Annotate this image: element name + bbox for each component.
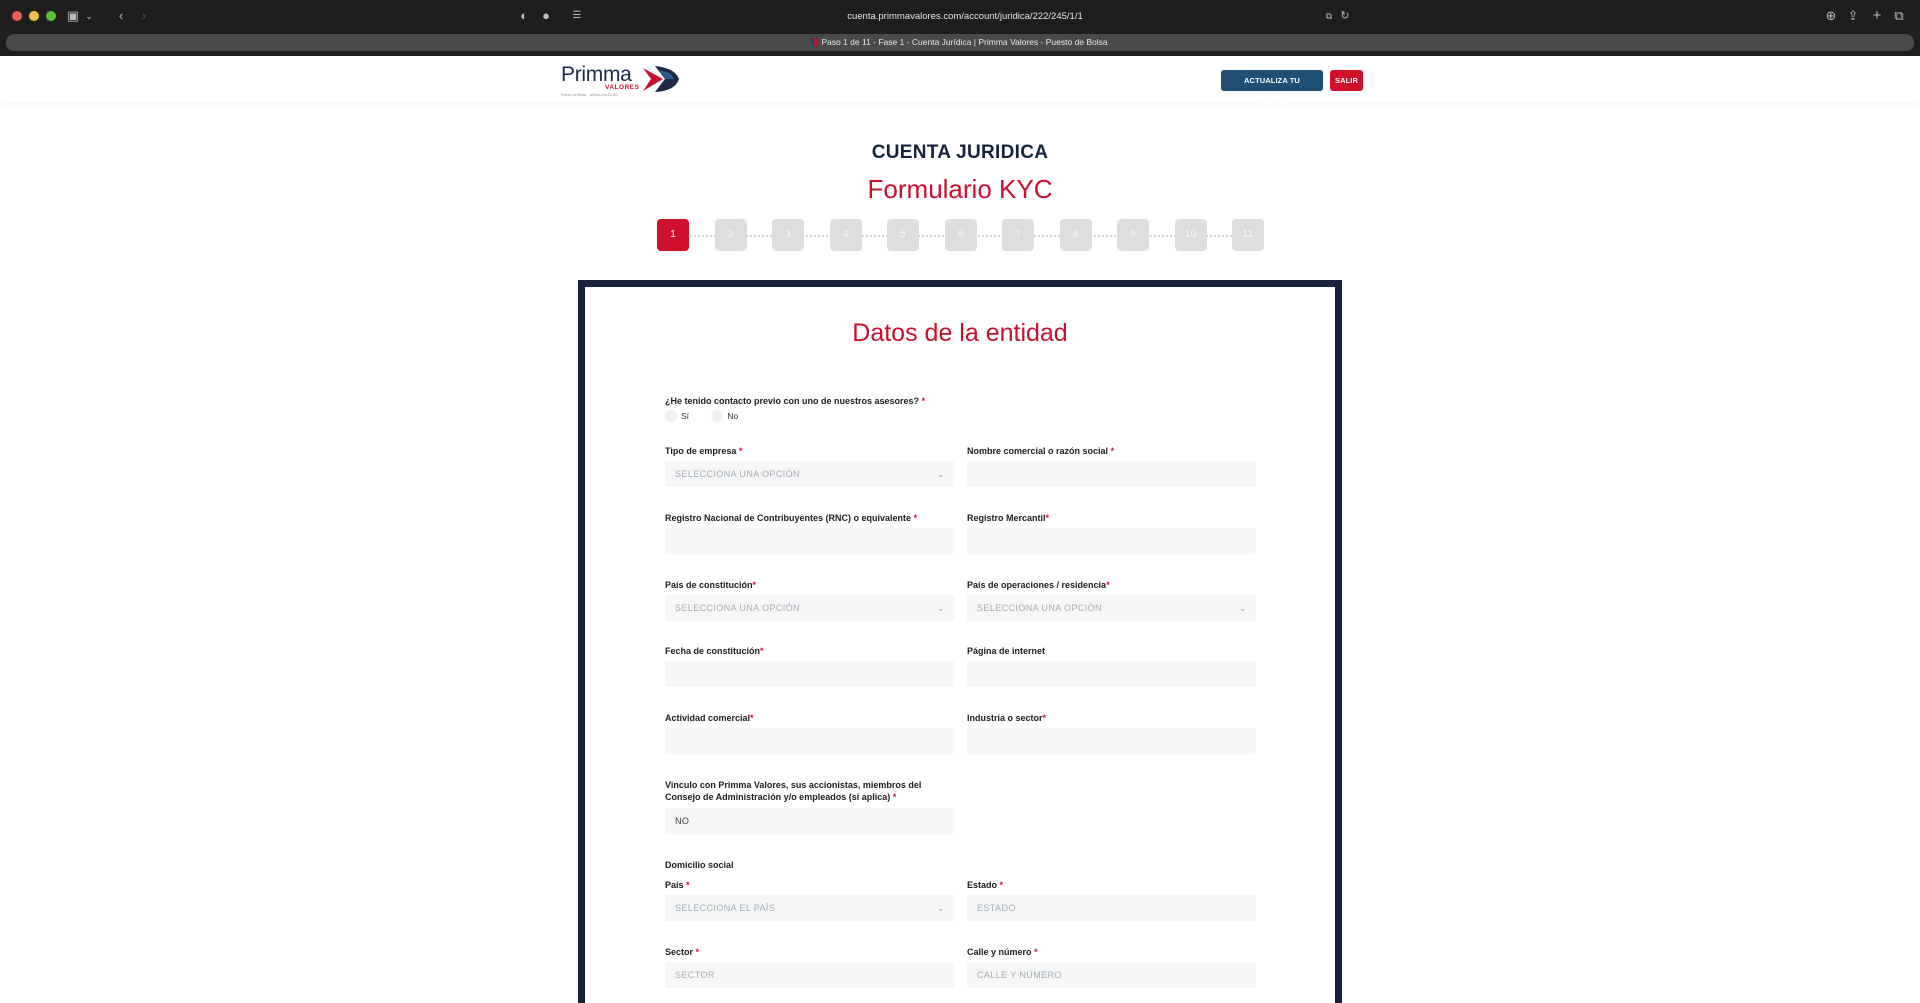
website-label: Página de internet — [967, 646, 1046, 656]
radio-no-label: No — [727, 411, 739, 421]
address-section-label: Domicilio social — [665, 860, 734, 870]
chevron-down-icon: ⌄ — [937, 903, 945, 913]
step-3[interactable]: 3 — [772, 219, 804, 251]
share-icon[interactable]: ⇪ — [1847, 8, 1859, 23]
state-label: Estado * — [967, 880, 1004, 890]
tab-bar[interactable] — [6, 34, 1914, 51]
active-tab[interactable] — [6, 34, 1914, 51]
sector-input[interactable]: SECTOR — [665, 962, 954, 988]
chevron-down-icon: ⌄ — [937, 469, 945, 479]
form-card — [578, 280, 1342, 1003]
operations-country-label: País de operaciones / residencia* — [967, 580, 1110, 590]
business-activity-input[interactable] — [665, 728, 954, 754]
contact-question-label: ¿He tenido contacto previo con uno de nuestros asesores? * — [665, 396, 926, 406]
rnc-input[interactable] — [665, 528, 954, 554]
street-label: Calle y número * — [967, 947, 1038, 957]
rnc-label: Registro Nacional de Contribuyentes (RNC) o equivalente * — [665, 513, 918, 523]
page — [0, 56, 1920, 1003]
section-title: Datos de la entidad — [852, 319, 1068, 347]
address-country-select[interactable]: SELECCIONA EL PAÍS ⌄ — [665, 895, 954, 921]
website-input[interactable] — [967, 661, 1256, 687]
browser-chrome — [0, 0, 1920, 56]
relationship-input[interactable]: NO — [665, 808, 954, 834]
chevron-down-icon[interactable]: ⌄ — [85, 11, 93, 21]
close-window-button[interactable] — [12, 11, 22, 21]
incorporation-country-select[interactable]: SELECCIONA UNA OPCIÓN ⌄ — [665, 595, 954, 621]
step-2[interactable]: 2 — [715, 219, 747, 251]
tab-title: Paso 1 de 11 - Fase 1 - Cuenta Jurídica | Primma Valores - Puesto de Bolsa — [821, 37, 1108, 47]
operations-country-select[interactable]: SELECCIONA UNA OPCIÓN ⌄ — [967, 595, 1256, 621]
mercantile-registry-label: Registro Mercantil* — [967, 513, 1050, 523]
step-1[interactable]: 1 — [657, 219, 689, 251]
radio-no[interactable] — [711, 410, 723, 422]
state-input[interactable]: ESTADO — [967, 895, 1256, 921]
logo[interactable] — [561, 62, 681, 98]
incorporation-date-input[interactable] — [665, 661, 954, 687]
step-progress — [657, 219, 1264, 251]
extension-icon-2[interactable]: ● — [542, 8, 550, 23]
extension-icon[interactable]: ◐ — [520, 8, 528, 23]
account-type-heading: CUENTA JURIDICA — [871, 142, 1049, 163]
back-button[interactable]: ‹ — [118, 8, 124, 23]
step-5[interactable]: 5 — [887, 219, 919, 251]
step-7[interactable]: 7 — [1002, 219, 1034, 251]
forward-button[interactable]: › — [141, 8, 147, 23]
industry-label: Industria o sector* — [967, 713, 1047, 723]
address-bar[interactable]: cuenta.primmavalores.com/account/juridica/222/245/1/1 — [847, 11, 1083, 22]
radio-si-label: Sí — [681, 411, 690, 421]
company-type-select[interactable]: SELECCIONA UNA OPCIÓN ⌄ — [665, 461, 954, 487]
industry-input[interactable] — [967, 728, 1256, 754]
favicon-icon — [812, 38, 817, 46]
incorporation-country-label: País de constitución* — [665, 580, 757, 590]
trade-name-input[interactable] — [967, 461, 1256, 487]
form-title: Formulario KYC — [867, 174, 1053, 204]
chevron-down-icon: ⌄ — [937, 603, 945, 613]
relationship-label: Vinculo con Primma Valores, sus accionistas, miembros del Consejo de Administración y/o empleados (si aplica) * — [665, 780, 922, 802]
maximize-window-button[interactable] — [46, 11, 56, 21]
incorporation-date-label: Fecha de constitución* — [665, 646, 764, 656]
company-type-label: Tipo de empresa * — [665, 446, 743, 456]
sidebar-toggle-icon[interactable]: ▣ — [66, 8, 80, 23]
step-11[interactable]: 11 — [1232, 219, 1264, 251]
step-9[interactable]: 9 — [1117, 219, 1149, 251]
minimize-window-button[interactable] — [29, 11, 39, 21]
contact-radio-group — [665, 410, 758, 422]
logo-subtitle: VALORES — [605, 84, 640, 91]
site-header — [0, 56, 1920, 106]
download-icon[interactable]: ⊕ — [1825, 8, 1837, 23]
new-tab-icon[interactable]: + — [1872, 7, 1882, 24]
logo-tagline: Puesto de Bolsa · afiliado a la BVRD — [561, 93, 619, 97]
update-account-button[interactable]: ACTUALIZA TU CUENTA — [1221, 70, 1323, 91]
street-input[interactable]: CALLE Y NÚMERO — [967, 962, 1256, 988]
reader-icon[interactable]: ☰ — [572, 10, 582, 21]
sector-label: Sector * — [665, 947, 700, 957]
business-activity-label: Actividad comercial* — [665, 713, 754, 723]
reload-icon[interactable]: ↻ — [1340, 10, 1350, 22]
logout-button[interactable]: SALIR — [1330, 70, 1363, 91]
logo-mark-icon — [641, 64, 681, 94]
logo-wordmark: Primma — [561, 63, 632, 86]
step-10[interactable]: 10 — [1175, 219, 1207, 251]
step-4[interactable]: 4 — [830, 219, 862, 251]
step-8[interactable]: 8 — [1060, 219, 1092, 251]
window-controls — [12, 11, 56, 21]
translate-icon[interactable]: ⧉ — [1325, 11, 1333, 21]
chevron-down-icon: ⌄ — [1239, 603, 1247, 613]
tab-overview-icon[interactable]: ⧉ — [1894, 8, 1904, 23]
step-6[interactable]: 6 — [945, 219, 977, 251]
radio-si[interactable] — [665, 410, 677, 422]
trade-name-label: Nombre comercial o razón social * — [967, 446, 1115, 456]
mercantile-registry-input[interactable] — [967, 528, 1256, 554]
address-country-label: País * — [665, 880, 690, 890]
